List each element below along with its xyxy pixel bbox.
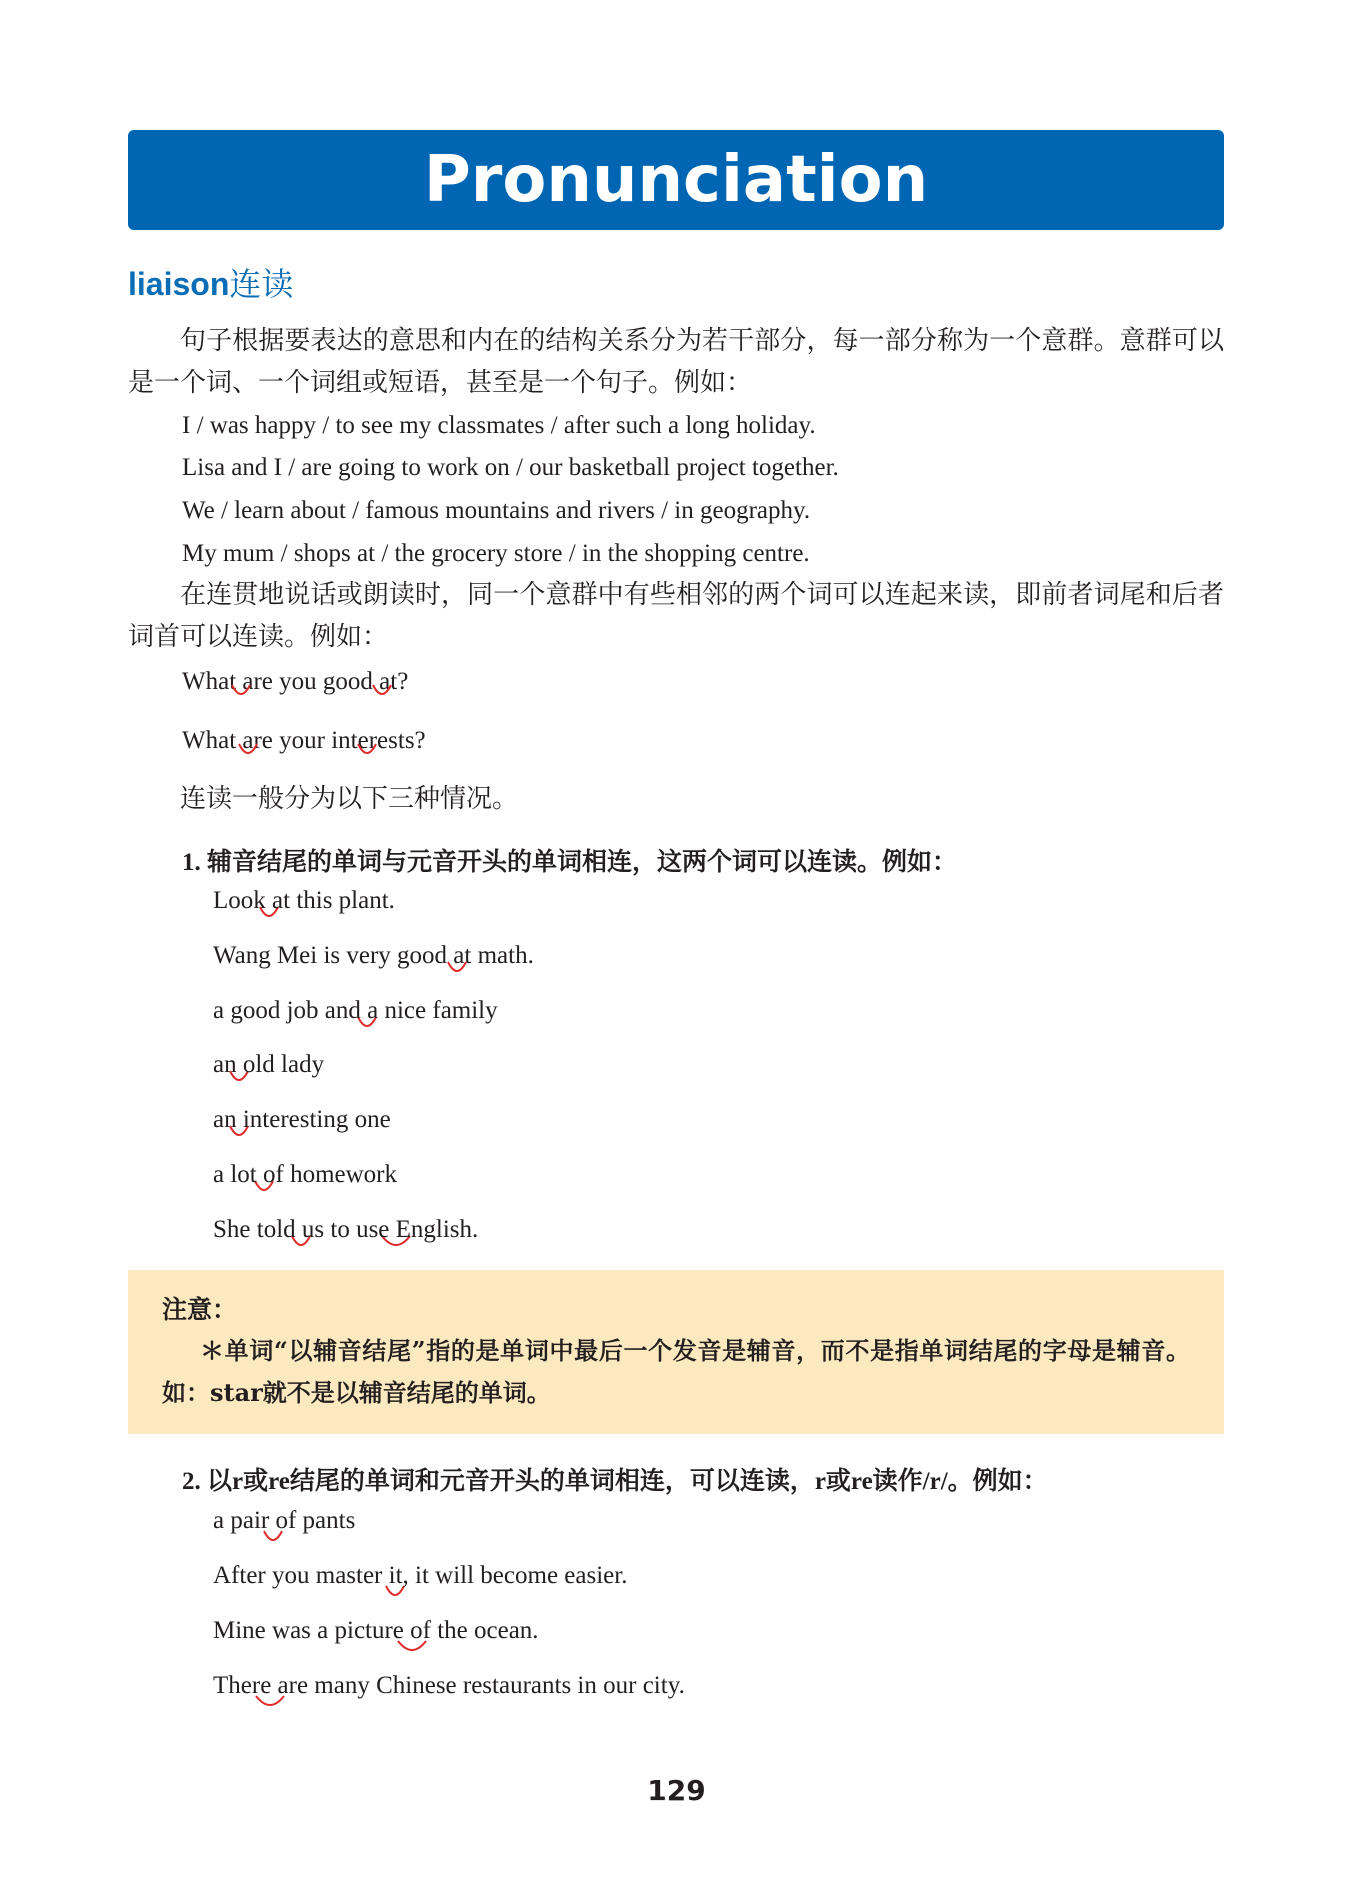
rule-1-example: a good job and a nice family (213, 997, 498, 1024)
intro-paragraph-2: 在连贯地说话或朗读时，同一个意群中有些相邻的两个词可以连起来读，即前者词尾和后者词首可以连读。例如： (128, 580, 1224, 652)
section-title-cn: 连读 (229, 266, 294, 302)
rule-1-example: She told us to use English. (213, 1216, 479, 1243)
page-number: 129 (647, 1774, 706, 1807)
rule-2-example: There are many Chinese restaurants in our city. (213, 1672, 685, 1699)
liaison-text: What are your interests? (182, 727, 426, 754)
rule-2-example: After you master it, it will become easier. (213, 1562, 628, 1589)
rule-1-example: Wang Mei is very good at math. (213, 942, 534, 969)
note-text: ＊单词“以辅音结尾”指的是单词中最后一个发音是辅音，而不是指单词结尾的字母是辅音。如：star就不是以辅音结尾的单词。 (162, 1336, 1190, 1407)
liaison-arc (232, 685, 250, 694)
rule-1-heading: 1. 辅音结尾的单词与元音开头的单词相连，这两个词可以连读。例如： (182, 849, 958, 876)
rule-1-example: an old lady (213, 1051, 325, 1078)
rule-2-heading: 2. 以r或re结尾的单词和元音开头的单词相连，可以连读，r或re读作/r/。例如： (182, 1468, 1048, 1495)
example-line: I / was happy / to see my classmates / after such a long holiday. (182, 412, 816, 439)
rule-1-example: an interesting one (213, 1106, 391, 1133)
liaison-arc (358, 744, 376, 753)
example-line: My mum / shops at / the grocery store / in the shopping centre. (182, 540, 810, 567)
note-box (128, 1270, 1224, 1434)
rule-1-example: a lot of homework (213, 1161, 397, 1188)
liaison-arc (239, 744, 257, 753)
rule-2-example: Mine was a picture of the ocean. (213, 1617, 539, 1644)
note-label: 注意： (162, 1295, 238, 1324)
liaison-text: What are you good at? (182, 668, 409, 695)
liaison-arc (373, 685, 391, 694)
intro-paragraph: 句子根据要表达的意思和内在的结构关系分为若干部分，每一部分称为一个意群。意群可以是一个词、一个词组或短语，甚至是一个句子。例如： (128, 326, 1224, 398)
example-line: Lisa and I / are going to work on / our basketball project together. (182, 454, 839, 481)
rule-2-example: a pair of pants (213, 1507, 356, 1534)
section-title-en: liaison (128, 266, 230, 302)
rule-1-example: Look at this plant. (213, 887, 395, 914)
example-line: We / learn about / famous mountains and rivers / in geography. (182, 497, 811, 524)
page-title: Pronunciation (423, 143, 929, 217)
summary-line: 连读一般分为以下三种情况。 (180, 784, 519, 814)
